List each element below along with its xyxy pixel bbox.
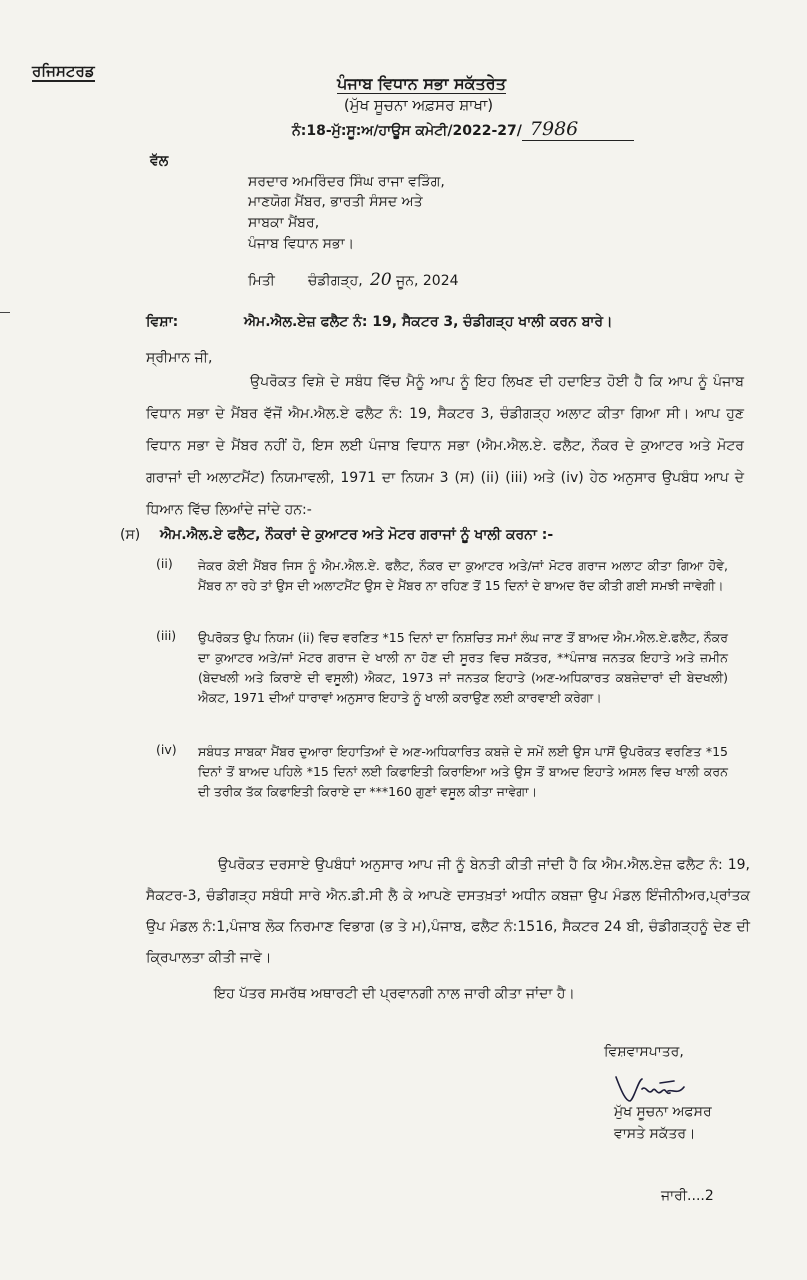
closing-statement: ਇਹ ਪੱਤਰ ਸਮਰੱਥ ਅਥਾਰਟੀ ਦੀ ਪ੍ਰਵਾਨਗੀ ਨਾਲ ਜਾਰੀ ਕੀਤਾ ਜਾਂਦਾ ਹੈ। xyxy=(214,986,575,1002)
yours-faithfully: ਵਿਸ਼ਵਾਸਪਾਤਰ, xyxy=(604,1044,684,1060)
to-label: ਵੱਲ xyxy=(150,153,169,169)
reference-number-handwritten: 7986 xyxy=(522,118,634,141)
rule-item-number: (iii) xyxy=(156,628,177,643)
addressee-name: ਸਰਦਾਰ ਅਮਰਿੰਦਰ ਸਿੰਘ ਰਾਜਾ ਵੜਿੰਗ, xyxy=(248,174,445,190)
subject-label: ਵਿਸ਼ਾ: xyxy=(146,314,179,330)
addressee-line: ਸਾਬਕਾ ਮੈਂਬਰ, xyxy=(248,215,320,231)
date-month-year: ਜੂਨ, 2024 xyxy=(396,273,459,289)
registered-mark: ਰਜਿਸਟਰਡ xyxy=(32,62,95,80)
salutation: ਸ੍ਰੀਮਾਨ ਜੀ, xyxy=(146,350,213,366)
rule-section-label: (ਸ) xyxy=(120,527,141,543)
rule-item-text: ਉਪਰੋਕਤ ਉਪ ਨਿਯਮ (ii) ਵਿਚ ਵਰਣਿਤ *15 ਦਿਨਾਂ ਦਾ ਨਿਸ਼ਚਿਤ ਸਮਾਂ ਲੰਘ ਜਾਣ ਤੋਂ ਬਾਅਦ ਐਮ.ਐਲ.ਏ.ਫਲੈਟ, ਨੌਕਰ ਦਾ ਕੁਆਟਰ ਅਤੇ/ਜਾਂ ਮੋਟਰ ਗਰਾਜ ਦੇ ਖਾਲੀ ਨਾ ਹੋਣ ਦੀ ਸੂਰਤ ਵਿਚ ਸਕੱਤਰ, **ਪੰਜਾਬ ਜਨਤਕ ਇਹਾਤੇ ਅਤੇ ਜ਼ਮੀਨ (ਬੇਦਖਲੀ ਅਤੇ ਕਿਰਾਏ ਦੀ ਵਸੂਲੀ) ਐਕਟ, 1973 ਜਾਂ ਜਨਤਕ ਇਹਾਤੇ (ਅਣ-ਅਧਿਕਾਰਤ ਕਬਜ਼ੇਦਾਰਾਂ ਦੀ ਬੇਦਖਲੀ) ਐਕਟ, 1971 ਦੀਆਂ ਧਾਰਾਵਾਂ ਅਨੁਸਾਰ ਇਹਾਤੇ ਨੂੰ ਖਾਲੀ ਕਰਾਉਣ ਲਈ ਕਾਰਵਾਈ ਕਰੇਗਾ। xyxy=(198,630,728,705)
subject-text: ਐਮ.ਐਲ.ਏਜ਼ ਫਲੈਟ ਨੰ: 19, ਸੈਕਟਰ 3, ਚੰਡੀਗੜ੍ਹ ਖਾਲੀ ਕਰਨ ਬਾਰੇ। xyxy=(244,314,613,330)
rule-item-text: ਸਬੰਧਤ ਸਾਬਕਾ ਮੈਂਬਰ ਦੁਆਰਾ ਇਹਾਤਿਆਂ ਦੇ ਅਣ-ਅਧਿਕਾਰਿਤ ਕਬਜ਼ੇ ਦੇ ਸਮੇਂ ਲਈ ਉਸ ਪਾਸੋਂ ਉਪਰੋਕਤ ਵਰਣਿਤ *15 ਦਿਨਾਂ ਤੋਂ ਬਾਅਦ ਪਹਿਲੇ *15 ਦਿਨਾਂ ਲਈ ਕਿਫਾਇਤੀ ਕਿਰਾਇਆ ਅਤੇ ਉਸ ਤੋਂ ਬਾਅਦ ਇਹਾਤੇ ਅਸਲ ਵਿਚ ਖਾਲੀ ਕਰਨ ਦੀ ਤਰੀਕ ਤੱਕ ਕਿਫਾਇਤੀ ਕਿਰਾਏ ਦਾ ***160 ਗੁਣਾਂ ਵਸੂਲ ਕੀਤਾ ਜਾਵੇਗਾ। xyxy=(198,744,728,799)
branch-title: (ਮੁੱਖ ਸੂਚਨਾ ਅਫ਼ਸਰ ਸ਼ਾਖਾ) xyxy=(343,96,494,114)
date-label: ਮਿਤੀ xyxy=(248,273,275,289)
date-line xyxy=(248,270,459,290)
request-paragraph: ਉਪਰੋਕਤ ਦਰਸਾਏ ਉਪਬੰਧਾਂ ਅਨੁਸਾਰ ਆਪ ਜੀ ਨੂੰ ਬੇਨਤੀ ਕੀਤੀ ਜਾਂਦੀ ਹੈ ਕਿ ਐਮ.ਐਲ.ਏਜ਼ ਫਲੈਟ ਨੰ: 19, ਸੈਕਟਰ-3, ਚੰਡੀਗੜ੍ਹ ਸਬੰਧੀ ਸਾਰੇ ਐਨ.ਡੀ.ਸੀ ਲੈ ਕੇ ਆਪਣੇ ਦਸਤਖ਼ਤਾਂ ਅਧੀਨ ਕਬਜ਼ਾ ਉਪ ਮੰਡਲ ਇੰਜੀਨੀਅਰ,ਪ੍ਰਾਂਤਕ ਉਪ ਮੰਡਲ ਨੰ:1,ਪੰਜਾਬ ਲੋਕ ਨਿਰਮਾਣ ਵਿਭਾਗ (ਭ ਤੇ ਮ),ਪੰਜਾਬ, ਫਲੈਟ ਨੰ:1516, ਸੈਕਟਰ 24 ਬੀ, ਚੰਡੀਗੜ੍ਹਨੂੰ ਦੇਣ ਦੀ ਕ੍ਰਿਪਾਲਤਾ ਕੀਤੀ ਜਾਵੇ। xyxy=(146,857,750,966)
margin-mark xyxy=(0,312,10,313)
signer-for-secretary: ਵਾਸਤੇ ਸਕੱਤਰ। xyxy=(614,1126,696,1142)
rule-section-heading xyxy=(120,527,553,543)
rule-item-number: (iv) xyxy=(156,742,177,757)
intro-paragraph: ਉਪਰੋਕਤ ਵਿਸ਼ੇ ਦੇ ਸਬੰਧ ਵਿੱਚ ਮੈਨੂੰ ਆਪ ਨੂੰ ਇਹ ਲਿਖਣ ਦੀ ਹਦਾਇਤ ਹੋਈ ਹੈ ਕਿ ਆਪ ਨੂੰ ਪੰਜਾਬ ਵਿਧਾਨ ਸਭਾ ਦੇ ਮੈਂਬਰ ਵੱਜੋਂ ਐਮ.ਐਲ.ਏ ਫਲੈਟ ਨੰ: 19, ਸੈਕਟਰ 3, ਚੰਡੀਗੜ੍ਹ ਅਲਾਟ ਕੀਤਾ ਗਿਆ ਸੀ। ਆਪ ਹੁਣ ਵਿਧਾਨ ਸਭਾ ਦੇ ਮੈਂਬਰ ਨਹੀਂ ਹੋ, ਇਸ ਲਈ ਪੰਜਾਬ ਵਿਧਾਨ ਸਭਾ (ਐਮ.ਐਲ.ਏ. ਫਲੈਟ, ਨੌਕਰ ਦੇ ਕੁਆਟਰ ਅਤੇ ਮੋਟਰ ਗਰਾਜਾਂ ਦੀ ਅਲਾਟਮੈਂਟ) ਨਿਯਮਾਵਲੀ, 1971 ਦਾ ਨਿਯਮ 3 (ਸ) (ii) (iii) ਅਤੇ (iv) ਹੇਠ ਅਨੁਸਾਰ ਉਪਬੰਧ ਆਪ ਦੇ ਧਿਆਨ ਵਿੱਚ ਲਿਆਂਦੇ ਜਾਂਦੇ ਹਨ:- xyxy=(146,374,744,518)
office-title: ਪੰਜਾਬ ਵਿਧਾਨ ਸਭਾ ਸਕੱਤਰੇਤ xyxy=(337,74,506,93)
addressee-line: ਪੰਜਾਬ ਵਿਧਾਨ ਸਭਾ। xyxy=(248,236,355,252)
addressee-line: ਮਾਣਯੋਗ ਮੈਂਬਰ, ਭਾਰਤੀ ਸੰਸਦ ਅਤੇ xyxy=(248,194,423,210)
reference-prefix: ਨੰ:18-ਮੁੱ:ਸੂ:ਅ/ਹਾਊਸ ਕਮੇਟੀ/2022-27/ xyxy=(292,123,522,139)
rule-section-title: ਐਮ.ਐਲ.ਏ ਫਲੈਟ, ਨੌਕਰਾਂ ਦੇ ਕੁਆਟਰ ਅਤੇ ਮੋਟਰ ਗਰਾਜਾਂ ਨੂੰ ਖਾਲੀ ਕਰਨਾ :- xyxy=(160,527,554,543)
date-place: ਚੰਡੀਗੜ੍ਹ, xyxy=(308,273,363,289)
continued-marker: ਜਾਰੀ....2 xyxy=(661,1188,714,1204)
signer-designation: ਮੁੱਖ ਸੂਚਨਾ ਅਫਸਰ xyxy=(614,1104,712,1120)
rule-item-number: (ii) xyxy=(156,556,173,571)
reference-number-line xyxy=(292,118,634,141)
date-day-handwritten: 20 xyxy=(370,270,392,290)
rule-item-text: ਜੇਕਰ ਕੋਈ ਮੈਂਬਰ ਜਿਸ ਨੂੰ ਐਮ.ਐਲ.ਏ. ਫਲੈਟ, ਨੌਕਰ ਦਾ ਕੁਆਟਰ ਅਤੇ/ਜਾਂ ਮੋਟਰ ਗਰਾਜ ਅਲਾਟ ਕੀਤਾ ਗਿਆ ਹੋਵੇ, ਮੈਂਬਰ ਨਾ ਰਹੇ ਤਾਂ ਉਸ ਦੀ ਅਲਾਟਮੈਂਟ ਉਸ ਦੇ ਮੈਂਬਰ ਨਾ ਰਹਿਣ ਤੋਂ 15 ਦਿਨਾਂ ਦੇ ਬਾਅਦ ਰੱਦ ਕੀਤੀ ਗਈ ਸਮਝੀ ਜਾਵੇਗੀ। xyxy=(198,558,728,593)
signature xyxy=(612,1071,692,1105)
